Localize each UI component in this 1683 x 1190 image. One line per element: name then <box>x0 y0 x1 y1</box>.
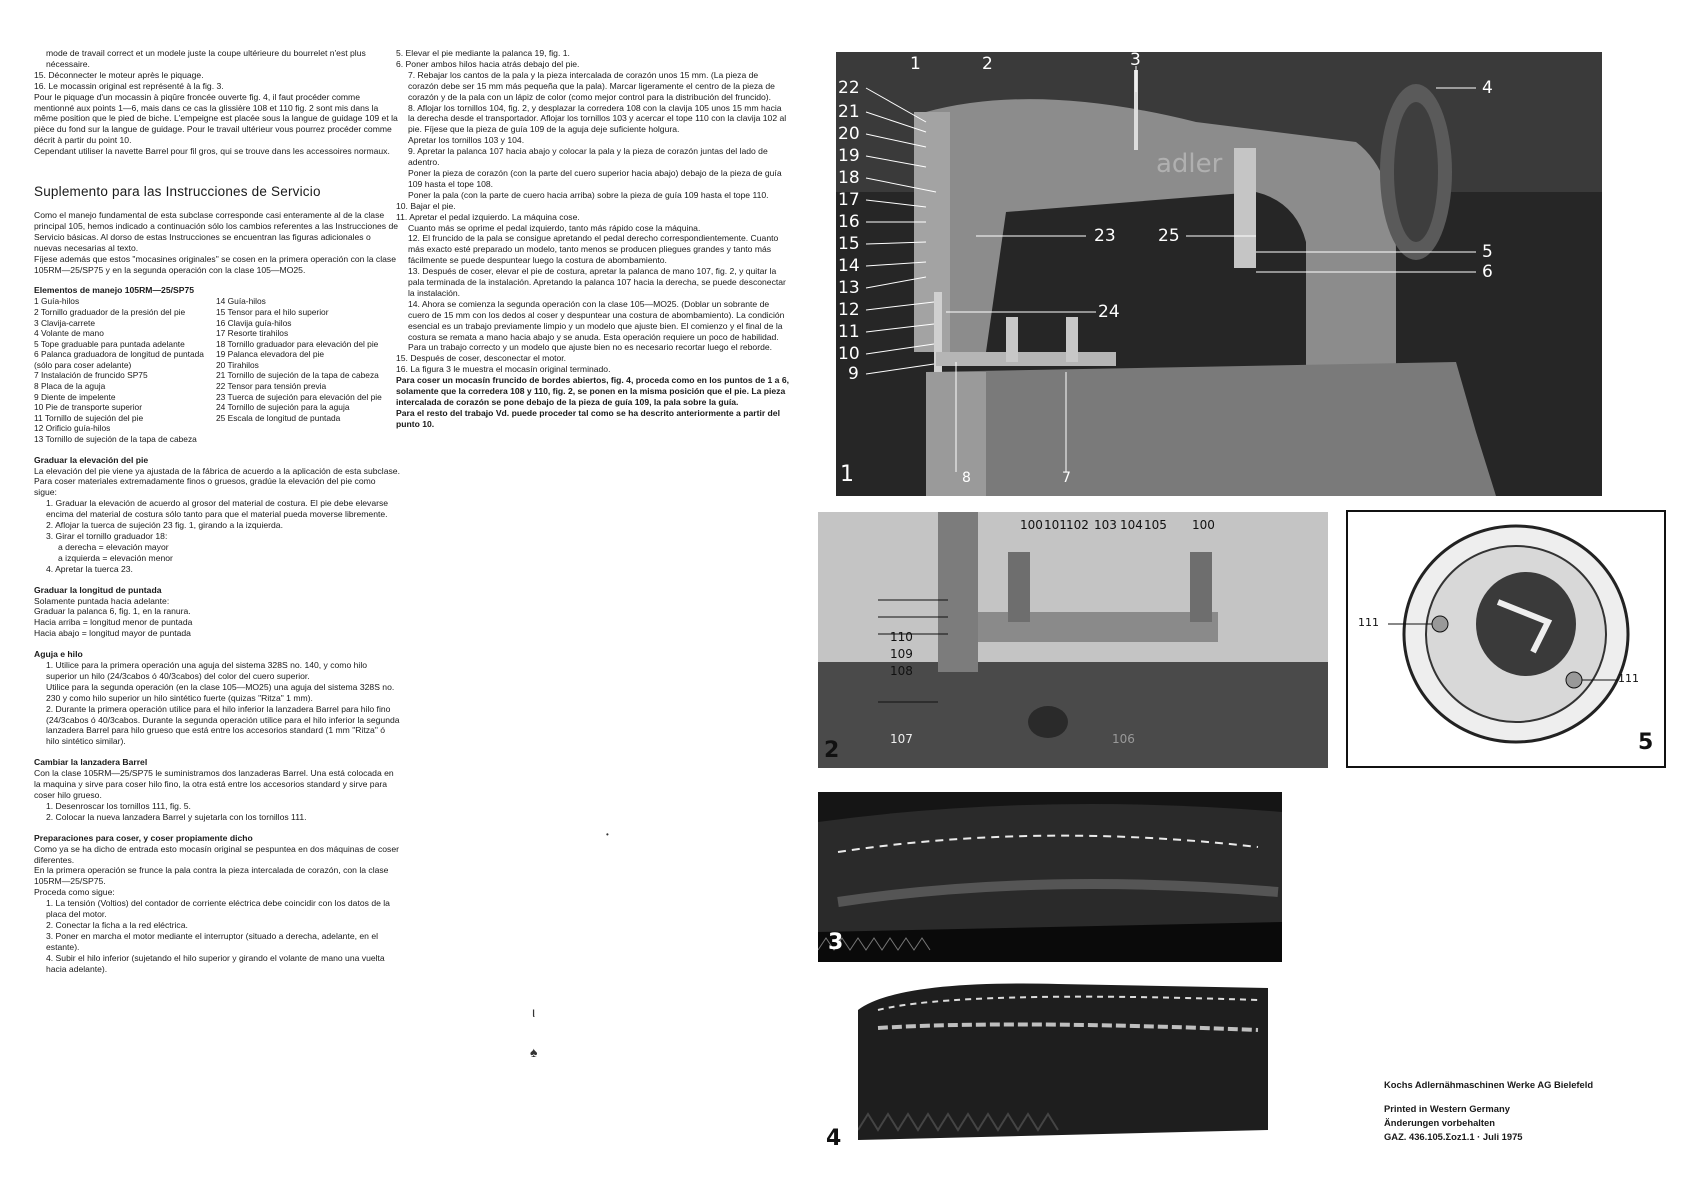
section-line: 4. Subir el hilo inferior (sujetando el hilo superior y girando el volante de mano una vuelta hacia adelante). <box>46 952 385 974</box>
callout-3: 3 <box>1130 52 1141 70</box>
figure-4-number: 4 <box>826 1126 842 1151</box>
label-105: 105 <box>1144 518 1167 532</box>
barrel-shuttle-illustration <box>1348 512 1664 766</box>
list-item: 2 Tornillo graduador de la presión del pie <box>34 306 186 317</box>
printed-note: Printed in Western Germany <box>1384 1103 1510 1114</box>
callout-4: 4 <box>1482 78 1493 98</box>
step-line: 13. Después de coser, elevar el pie de costura, apretar la palanca de mano 107, fig. 2, y quitar la pala terminada de la instalación. Apretando la palanca 107 hacia la derecha, se puede desconectar la instalación. <box>408 266 786 298</box>
callout-6: 6 <box>1482 262 1493 282</box>
moccasin-photo <box>818 792 1282 962</box>
figure-number: 1 <box>840 462 854 487</box>
list-item: 6 Palanca graduadora de longitud de puntada (sólo para coser adelante) <box>34 349 204 370</box>
final-paragraph: Para el resto del trabajo Vd. puede proceder tal como se ha descrito anteriormente a partir del punto 10. <box>396 407 780 429</box>
section-line: Solamente puntada hacia adelante: <box>34 595 170 606</box>
list-item: 7 Instalación de fruncido SP75 <box>34 370 148 381</box>
french-line: Cependant utiliser la navette Barrel pour fil gros, qui se trouve dans les accessoires normaux. <box>34 146 390 157</box>
list-item: 15 Tensor para el hilo superior <box>216 306 329 317</box>
french-line: Pour le piquage d'un mocassin à piqûre froncée ouverte fig. 4, il faut procéder comme mentionné aux points 1—6, mais dans ce cas la glissière 108 et 110 fig. 2 sont mis dans la même position que le pied de biche. L'empeigne est placée sous la langue de guidage 109 et la pièce du fond sur la langue de guidage. Pour le travail ultérieur vous pourrez procéder comme décrit à partir du point 10. <box>34 91 398 146</box>
section-line: Utilice para la segunda operación (en la clase 105—MO25) una aguja del sistema 328S no. 230 y como hilo superior un hilo sintético fuerte (quizas "Ritza" 1 mm). <box>46 681 395 703</box>
step-line: 11. Apretar el pedal izquierdo. La máquina cose. <box>396 211 580 222</box>
section-heading: Graduar la elevación del pie <box>34 454 149 465</box>
step-line: 8. Aflojar los tornillos 104, fig. 2, y desplazar la corredera 108 con la clavija 105 unos 15 mm hacia la derecha desde el transportador. Aflojar los tornillos 103 y acercar el tope 110 con la clavija 102 al pie. Fíjese que la pieza de guía 109 de la aguja deje suficiente holgura. <box>408 102 787 135</box>
gathered-moccasin-photo <box>858 980 1268 1152</box>
elements-left-column <box>34 296 212 444</box>
label-104: 104 <box>1120 518 1143 532</box>
callout-22: 22 <box>838 78 860 98</box>
elements-list <box>34 296 400 444</box>
callout-7: 7 <box>1062 470 1071 486</box>
french-line: 16. Le mocassin original est représenté à la fig. 3. <box>34 80 224 91</box>
section-line: 3. Poner en marcha el motor mediante el interruptor (situado a derecha, adelante, en el estante). <box>46 930 379 952</box>
list-item: 10 Pie de transporte superior <box>34 402 143 413</box>
section-line: Con la clase 105RM—25/SP75 le suministramos dos lanzaderas Barrel. Una está colocada en la maquina y sirve para coser hilo fino, la otra está entre los accesorios standard y sirve para coser hilo grueso. <box>34 768 394 800</box>
callout-12: 12 <box>838 300 860 320</box>
bold-paragraph: Para coser un mocasín fruncido de bordes abiertos, fig. 4, proceda como en los puntos de 1 a 6, solamente que la corredera 108 y 110, fig. 2, se ponen en la misma posición que el pie. La pieza intercalada de corazón se pone debajo de la pieza de guía 109, la pala sobre la guía. <box>396 375 790 407</box>
figure-number: 5 <box>1638 730 1654 755</box>
step-line: Apretar los tornillos 103 y 104. <box>408 135 525 146</box>
section-heading: Aguja e hilo <box>34 649 83 660</box>
section-title: Suplemento para las Instrucciones de Servicio <box>34 184 321 200</box>
print-mark: • <box>606 830 609 839</box>
step-line: Poner la pala (con la parte de cuero hacia arriba) sobre la pieza de guía 109 hasta el tope 110. <box>408 189 769 200</box>
section-lanzadera <box>34 757 400 822</box>
section-line: 1. La tensión (Voltios) del contador de corriente eléctrica debe coincidir con los datos de la placa del motor. <box>46 898 390 920</box>
section-line: 1. Desenroscar los tornillos 111, fig. 5. <box>46 800 191 811</box>
step-line: Poner la pieza de corazón (con la parte del cuero superior hacia abajo) debajo de la pieza de guía 109 hasta el tope 108. <box>408 167 782 189</box>
list-item: 22 Tensor para tensión previa <box>216 381 327 392</box>
publisher-footer <box>1384 1078 1664 1144</box>
callout-20: 20 <box>838 124 860 144</box>
changes-note: Änderungen vorbehalten <box>1384 1117 1495 1128</box>
figure-4-gathered-moccasin <box>858 980 1268 1152</box>
section-line: 2. Aflojar la tuerca de sujeción 23 fig. 1, girando a la izquierda. <box>46 520 283 531</box>
callout-11: 11 <box>838 322 860 342</box>
figure-5-barrel-shuttle <box>1346 510 1666 768</box>
section-heading: Graduar la longitud de puntada <box>34 584 162 595</box>
list-item: 9 Diente de impelente <box>34 391 116 402</box>
step-line: 7. Rebajar los cantos de la pala y la pieza intercalada de corazón unos 15 mm. (La pieza de corazón debe ser 15 mm más pequeña que la pala). Marcar ligeramente el centro de la pieza de corazón y de la pala con un lápiz de color (como mejor control para la distribución del fruncido). <box>408 69 775 102</box>
section-line: En la primera operación se frunce la pala contra la pieza intercalada de corazón, con la clase 105RM—25/SP75. <box>34 865 389 887</box>
section-line: Hacia arriba = longitud menor de puntada <box>34 617 193 628</box>
list-item: 21 Tornillo de sujeción de la tapa de cabeza <box>216 370 379 381</box>
section-line: 4. Apretar la tuerca 23. <box>46 563 133 574</box>
callout-13: 13 <box>838 278 860 298</box>
section-line: 1. Utilice para la primera operación una aguja del sistema 328S no. 140, y como hilo superior un hilo (24/3cabos ó 40/3cabos) del color del cuero superior. <box>46 660 368 681</box>
section-preparaciones <box>34 833 400 975</box>
figure-1-sewing-machine <box>836 52 1602 496</box>
label-103: 103 <box>1094 518 1117 532</box>
list-item: 12 Orificio guía-hilos <box>34 423 111 434</box>
step-line: 5. Elevar el pie mediante la palanca 19, fig. 1. <box>396 48 570 58</box>
section-line: a derecha = elevación mayor <box>58 541 169 552</box>
callout-19: 19 <box>838 146 860 166</box>
section-line: a izquierda = elevación menor <box>58 552 173 563</box>
list-item: 25 Escala de longitud de puntada <box>216 412 341 423</box>
section-line: Como ya se ha dicho de entrada esto mocasín original se pespuntea en dos máquinas de coser diferentes. <box>34 843 399 865</box>
print-mark: ♠ <box>530 1044 538 1060</box>
section-aguja <box>34 649 400 747</box>
section-line: 2. Durante la primera operación utilice para el hilo inferior la lanzadera Barrel para hilo fino (24/3cabos ó 40/3cabos. Durante la segunda operación utilice para el hilo inferior la segunda lanzadera Barrel para hilo grueso que está entre los accesorios standard (1 mm "Ritza" ó hilo sintético similar). <box>46 703 400 747</box>
label-109: 109 <box>890 647 913 661</box>
callout-17: 17 <box>838 190 860 210</box>
step-line: 6. Poner ambos hilos hacia atrás debajo del pie. <box>396 58 580 69</box>
list-item: 8 Placa de la aguja <box>34 381 106 392</box>
list-item: 24 Tornillo de sujeción para la aguja <box>216 402 350 413</box>
callout-14: 14 <box>838 256 860 276</box>
section-line: 1. Graduar la elevación de acuerdo al grosor del material de costura. El pie debe elevarse encima del material de costura sólo tanto para que el material pueda moverse libremente. <box>46 498 389 520</box>
label-111-left: 111 <box>1358 616 1379 629</box>
intro-paragraph: Como el manejo fundamental de esta subclase corresponde casi enteramente al de la clase principal 105, hemos indicado a continuación sólo los cambios referentes a las Instrucciones de Servicio básicas. Al dorso de estas Instrucciones se encuentran las figuras adicionales o nuevas necesarias al texto. <box>34 209 399 253</box>
callout-23: 23 <box>1094 226 1116 246</box>
figure-2-gathering-device <box>818 512 1328 768</box>
figure-3-moccasin <box>818 792 1282 962</box>
brand-logo: adler <box>1156 149 1223 179</box>
section-puntada <box>34 585 400 640</box>
list-item: 4 Volante de mano <box>34 328 104 339</box>
elements-right-column <box>216 296 386 444</box>
french-line: 15. Déconnecter le moteur après le piquage. <box>34 69 204 80</box>
list-item: 19 Palanca elevadora del pie <box>216 349 325 360</box>
section-heading: Cambiar la lanzadera Barrel <box>34 757 148 768</box>
list-item: 17 Resorte tirahilos <box>216 328 289 339</box>
section-line: Proceda como sigue: <box>34 887 115 898</box>
list-item: 1 Guía-hilos <box>34 296 80 307</box>
label-106: 106 <box>1112 732 1135 746</box>
section-line: 3. Girar el tornillo graduador 18: <box>46 530 168 541</box>
section-line: 2. Colocar la nueva lanzadera Barrel y sujetarla con los tornillos 111. <box>46 811 307 822</box>
french-line: mode de travail correct et un modele juste la coupe ultérieure du bourrelet n'est plus nécessaire. <box>46 48 366 69</box>
list-item: 16 Clavija guía-hilos <box>216 317 292 328</box>
list-item: 13 Tornillo de sujeción de la tapa de cabeza <box>34 434 197 445</box>
label-100b: 100 <box>1192 518 1215 532</box>
label-110: 110 <box>890 630 913 644</box>
step-line: 12. El fruncido de la pala se consigue apretando el pedal derecho correspondientemente. Cuanto más exacto esté preparado un modelo, tanto menos se producen pliegues grandes y tanto más fácilmente se puede despuntear luego la costura de abombamiento. <box>408 233 779 266</box>
callout-9: 9 <box>848 364 859 384</box>
step-line: 14. Ahora se comienza la segunda operación con la clase 105—MO25. (Doblar un sobrante de cuero de 15 mm con los dedos al coser y despuntear una costura de abombamiento). La condición esencial es un trabajo previamente limpio y un modelo que ajuste bien. El comienzo y el final de la costura se remata a mano hacia abajo y se anuda. Esta operación requiere un poco de habilidad. Para un trabajo correcto y un modelo que ajuste bien no es necesario recortar luego el reborde. <box>408 298 785 353</box>
section-line: La elevación del pie viene ya ajustada de la fábrica de acuerdo a la aplicación de esta subclase. Para coser materiales extremadamente finos o gruesos, gradúe la elevación del pie como sigue: <box>34 465 400 498</box>
figure-number: 3 <box>828 930 844 955</box>
intro-paragraph: Fíjese además que estos "mocasines originales" se cosen en la primera operación con la clase 105RM—25/SP75 y en la segunda operación con la clase 105—MO25. <box>34 253 396 275</box>
section-elevacion <box>34 455 400 575</box>
label-107: 107 <box>890 732 913 746</box>
callout-1: 1 <box>910 54 921 74</box>
callout-18: 18 <box>838 168 860 188</box>
label-100: 100 <box>1020 518 1043 532</box>
list-item: 14 Guía-hilos <box>216 296 266 307</box>
middle-column <box>396 48 790 430</box>
callout-24: 24 <box>1098 302 1120 322</box>
callout-5: 5 <box>1482 242 1493 262</box>
section-line: Graduar la palanca 6, fig. 1, en la ranura. <box>34 606 191 617</box>
section-heading: Preparaciones para coser, y coser propiamente dicho <box>34 832 253 843</box>
label-111-right: 111 <box>1618 672 1639 685</box>
callout-10: 10 <box>838 344 860 364</box>
callout-25: 25 <box>1158 226 1180 246</box>
callout-15: 15 <box>838 234 860 254</box>
callout-2: 2 <box>982 54 993 74</box>
print-mark: ι <box>532 1004 536 1020</box>
step-line: 15. Después de coser, desconectar el motor. <box>396 353 567 364</box>
step-line: 10. Bajar el pie. <box>396 200 456 211</box>
figure-number: 2 <box>824 738 840 763</box>
label-101: 101 <box>1044 518 1067 532</box>
callout-8: 8 <box>962 470 971 486</box>
list-item: 18 Tornillo graduador para elevación del pie <box>216 338 379 349</box>
list-item: 3 Clavija-carrete <box>34 317 95 328</box>
label-108: 108 <box>890 664 913 678</box>
step-line: Cuanto más se oprime el pedal izquierdo, tanto más rápido cose la máquina. <box>408 222 701 233</box>
list-item: 5 Tope graduable para puntada adelante <box>34 338 185 349</box>
elements-heading: Elementos de manejo 105RM—25/SP75 <box>34 285 195 296</box>
section-line: Hacia abajo = longitud mayor de puntada <box>34 628 191 639</box>
list-item: 23 Tuerca de sujeción para elevación del pie <box>216 391 382 402</box>
list-item: 11 Tornillo de sujeción del pie <box>34 412 144 423</box>
callout-16: 16 <box>838 212 860 232</box>
document-code: GAZ. 436.105.Σoz1.1 · Juli 1975 <box>1384 1131 1523 1142</box>
callout-21: 21 <box>838 102 860 122</box>
list-item: 20 Tirahilos <box>216 359 259 370</box>
french-intro <box>34 48 400 157</box>
left-column <box>34 48 400 975</box>
step-line: 9. Apretar la palanca 107 hacia abajo y colocar la pala y la pieza de corazón juntas del lado de adentro. <box>408 146 768 168</box>
company-name: Kochs Adlernähmaschinen Werke AG Bielefeld <box>1384 1079 1594 1090</box>
section-line: 2. Conectar la ficha a la red eléctrica. <box>46 919 188 930</box>
label-102: 102 <box>1066 518 1089 532</box>
step-line: 16. La figura 3 le muestra el mocasín original terminado. <box>396 364 611 375</box>
